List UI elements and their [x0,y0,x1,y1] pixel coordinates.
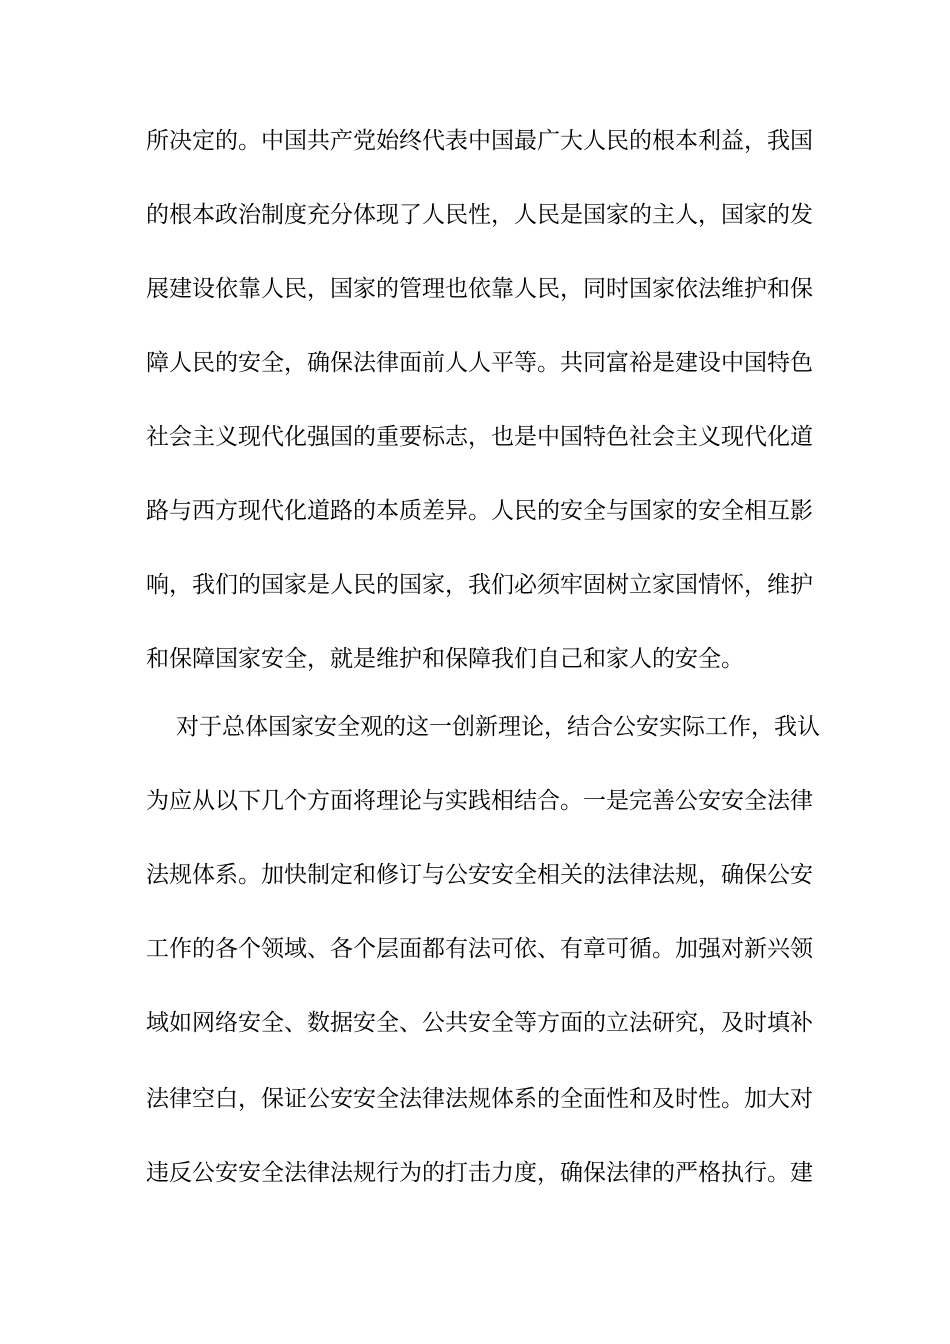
paragraph-line: 工作的各个领域、各个层面都有法可依、有章可循。加强对新兴领 [146,936,813,962]
paragraph-line: 域如网络安全、数据安全、公共安全等方面的立法研究，及时填补 [146,1010,813,1036]
paragraph-line: 社会主义现代化强国的重要标志，也是中国特色社会主义现代化道 [146,424,813,450]
paragraph-line: 的根本政治制度充分体现了人民性，人民是国家的主人，国家的发 [146,202,813,228]
paragraph-line: 展建设依靠人民，国家的管理也依靠人民，同时国家依法维护和保 [146,276,813,302]
paragraph-line: 法律空白，保证公安安全法律法规体系的全面性和及时性。加大对 [146,1086,813,1112]
paragraph-line: 违反公安安全法律法规行为的打击力度，确保法律的严格执行。建 [146,1160,813,1186]
paragraph-line: 所决定的。中国共产党始终代表中国最广大人民的根本利益，我国 [146,128,813,154]
paragraph-line: 对于总体国家安全观的这一创新理论，结合公安实际工作，我认 [176,714,820,740]
paragraph-line: 路与西方现代化道路的本质差异。人民的安全与国家的安全相互影 [146,498,813,524]
paragraph-line: 为应从以下几个方面将理论与实践相结合。一是完善公安安全法律 [146,788,813,814]
paragraph-line: 和保障国家安全，就是维护和保障我们自己和家人的安全。 [146,646,744,672]
paragraph-line: 法规体系。加快制定和修订与公安安全相关的法律法规，确保公安 [146,862,813,888]
paragraph-line: 响，我们的国家是人民的国家，我们必须牢固树立家国情怀，维护 [146,572,813,598]
paragraph-line: 障人民的安全，确保法律面前人人平等。共同富裕是建设中国特色 [146,350,813,376]
